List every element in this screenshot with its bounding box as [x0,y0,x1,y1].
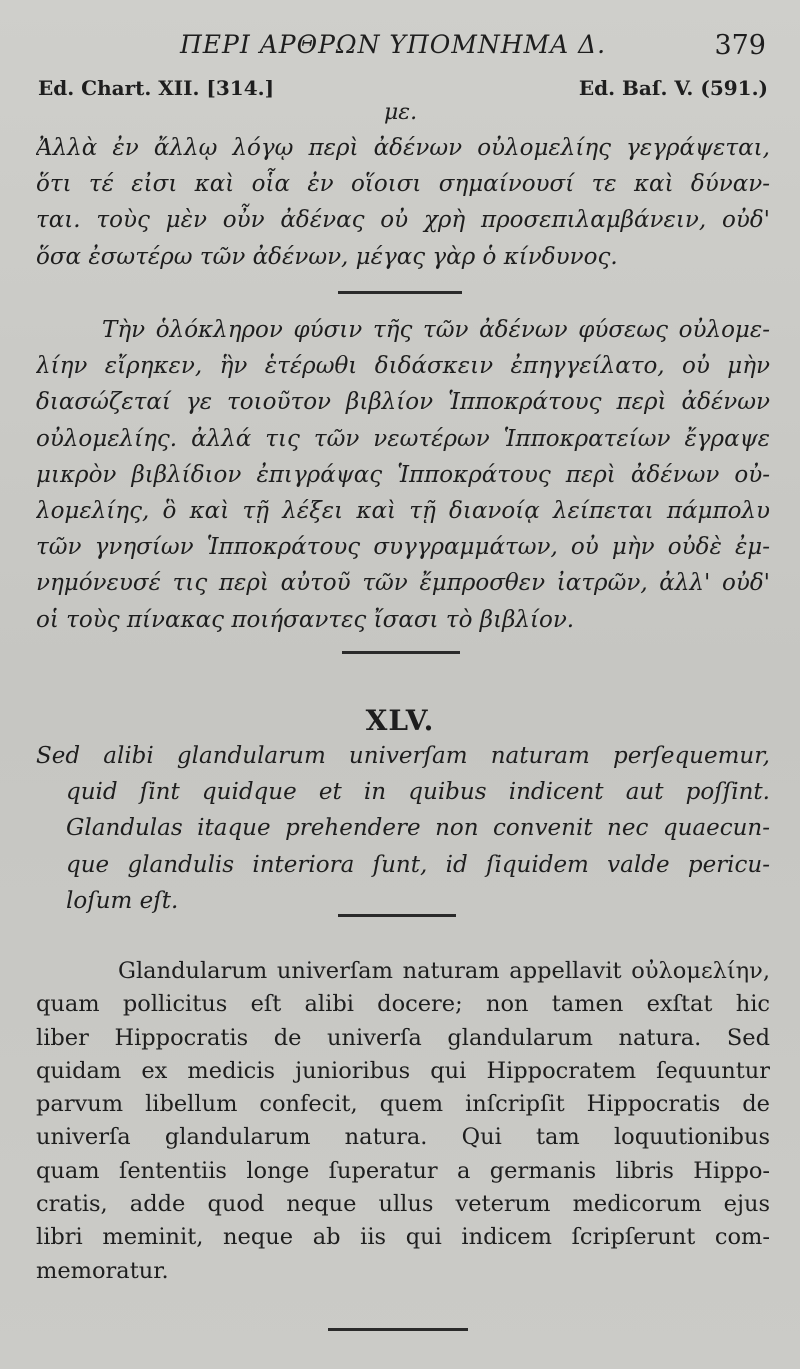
section-number: XLV. [365,704,435,737]
section-divider [328,1328,468,1331]
text-line: λομελίης, ὃ καὶ τῇ λέξει καὶ τῇ διανοίᾳ λείπεται πάμπολυ [36,498,770,525]
section-divider [338,291,462,294]
text-line: νημόνευσέ τις περὶ αὐτοῦ τῶν ἔμπροσθεν ἰατρῶν, ἀλλ' οὐδ' [36,570,770,597]
greek-commentary [36,312,770,638]
text-line: libri meminit, neque ab iis qui indicem ſcripſerunt com- [36,1224,770,1251]
text-line: univerſa glandularum natura. Qui tam loquutionibus [36,1124,770,1151]
text-line: οὐλομελίης. ἀλλά τις τῶν νεωτέρων Ἱπποκρατείων ἔγραψε [36,425,770,452]
text-line: quidam ex medicis junioribus qui Hippocratem ſequuntur [36,1057,770,1084]
text-line: ὅτι τέ εἰσι καὶ οἷα ἐν οἵοισι σημαίνουσί τε καὶ δύναν- [36,171,770,198]
text-line: Ἀλλὰ ἐν ἄλλῳ λόγῳ περὶ ἀδένων οὐλομελίης γεγράψεται, [36,135,770,161]
text-line: quam pollicitus eſt alibi docere; non tamen exſtat hic [36,991,770,1018]
text-line: parvum libellum confecit, quem inſcripſit Hippocratis de [36,1091,770,1118]
text-line: Glandularum univerſam naturam appellavit οὐλομελίην, [118,958,770,984]
text-line: quam ſententiis longe ſuperatur a germanis libris Hippo- [36,1157,770,1184]
text-line: que glandulis interiora ſunt, id ſiquidem valde pericu- [66,851,770,878]
running-title: ΠΕΡΙ ΑΡΘΡΩΝ ΥΠΟΜΝΗΜΑ Δ. [180,30,607,59]
latin-lemma [36,738,770,919]
latin-commentary [36,955,770,1288]
section-divider [342,651,460,654]
text-line: διασώζεταί γε τοιοῦτον βιβλίον Ἱπποκράτους περὶ ἀδένων [36,389,770,416]
text-line: liber Hippocratis de univerſa glandularum natura. Sed [36,1024,770,1051]
greek-lemma [36,130,770,275]
text-line: οἱ τοὺς πίνακας ποιήσαντες ἴσασι τὸ βιβλίον. [36,606,575,633]
text-line: memoratur. [36,1257,169,1284]
text-line: τῶν γνησίων Ἱπποκράτους συγγραμμάτων, οὐ μὴν οὐδὲ ἐμ- [36,534,770,561]
section-divider [338,914,456,917]
text-line: λίην εἴρηκεν, ἣν ἑτέρωθι διδάσκειν ἐπηγγείλατο, οὐ μὴν [36,353,770,380]
text-line: quid ſint quidque et in quibus indicent aut poſſint. [66,779,770,806]
text-line: Sed alibi glandularum univerſam naturam perſequemur, [36,743,770,769]
page-number: 379 [714,30,766,61]
text-line: Glandulas itaque prehendere non convenit nec quaecun- [66,815,770,842]
edition-reference-basel: Ed. Baſ. V. (591.) [578,76,768,100]
edition-reference-chartier: Ed. Chart. XII. [314.] [38,76,275,100]
text-line: Τὴν ὁλόκληρον φύσιν τῆς τῶν ἀδένων φύσεως οὐλομε- [102,317,770,343]
text-line: μικρὸν βιβλίδιον ἐπιγράψας Ἱπποκράτους περὶ ἀδένων οὐ- [36,461,770,488]
section-marker-greek: με. [384,100,418,125]
text-line: loſum eſt. [66,887,179,914]
text-line: ὅσα ἐσωτέρω τῶν ἀδένων, μέγας γὰρ ὁ κίνδυνος. [36,243,618,270]
text-line: ται. τοὺς μὲν οὖν ἀδένας οὐ χρὴ προσεπιλαμβάνειν, οὐδ' [36,207,770,234]
text-line: cratis, adde quod neque ullus veterum medicorum ejus [36,1191,770,1218]
